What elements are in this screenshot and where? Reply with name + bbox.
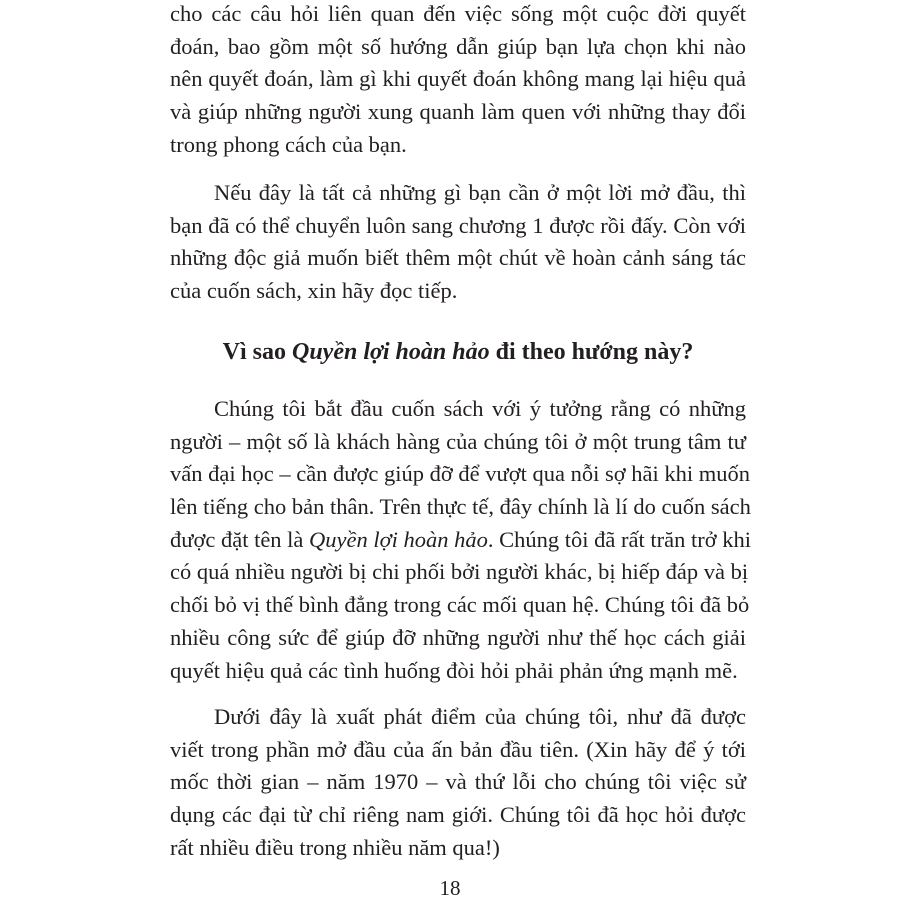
- text-line: mốc thời gian – năm 1970 – và thứ lỗi cho chúng tôi việc sử: [170, 769, 746, 795]
- text-segment: . Chúng tôi đã rất trăn trở khi: [487, 526, 752, 552]
- text-line: nhiều công sức để giúp đỡ những người như thế học cách giải: [170, 624, 746, 650]
- text-line: cho các câu hỏi liên quan đến việc sống một cuộc đời quyết: [170, 1, 746, 26]
- text-line: chối bỏ vị thế bình đẳng trong các mối quan hệ. Chúng tôi đã bỏ: [170, 592, 750, 618]
- paragraph-4: [170, 701, 746, 864]
- text-line: của cuốn sách, xin hãy đọc tiếp.: [170, 278, 458, 304]
- text-line: viết trong phần mở đầu của ấn bản đầu tiên. (Xin hãy để ý tới: [170, 736, 746, 762]
- section-heading: [170, 334, 746, 370]
- paragraph-2: [170, 177, 746, 308]
- text-line: những độc giả muốn biết thêm một chút về hoàn cảnh sáng tác: [170, 245, 746, 271]
- heading-text: Vì sao: [222, 339, 292, 365]
- heading-book-title: Quyền lợi hoàn hảo: [292, 339, 490, 365]
- text-line: người – một số là khách hàng của chúng tôi ở một trung tâm tư: [170, 428, 746, 454]
- text-line: Chúng tôi bắt đầu cuốn sách với ý tưởng rằng có những: [214, 396, 746, 421]
- text-line: vấn đại học – cần được giúp đỡ để vượt qua nỗi sợ hãi khi muốn: [170, 461, 751, 487]
- text-line: rất nhiều điều trong nhiều năm qua!): [170, 834, 500, 860]
- text-line: đoán, bao gồm một số hướng dẫn giúp bạn lựa chọn khi nào: [170, 33, 746, 59]
- page-number: 18: [439, 876, 461, 900]
- text-line: trong phong cách của bạn.: [170, 131, 407, 157]
- text-line: quyết hiệu quả các tình huống đòi hỏi phải phản ứng mạnh mẽ.: [170, 657, 738, 683]
- text-line: có quá nhiều người bị chi phối bởi người khác, bị hiếp đáp và bị: [170, 559, 749, 585]
- text-line: nên quyết đoán, làm gì khi quyết đoán không mang lại hiệu quả: [170, 66, 746, 92]
- text-segment: được đặt tên là: [170, 526, 310, 552]
- paragraph-3: [170, 393, 752, 687]
- text-line: Nếu đây là tất cả những gì bạn cần ở một lời mở đầu, thì: [214, 180, 746, 205]
- text-line: bạn đã có thể chuyển luôn sang chương 1 được rồi đấy. Còn với: [170, 212, 746, 238]
- text-line: dụng các đại từ chỉ riêng nam giới. Chúng tôi đã học hỏi được: [170, 802, 746, 828]
- paragraph-1: [170, 0, 746, 161]
- book-title: Quyền lợi hoàn hảo: [309, 526, 488, 552]
- heading-text: đi theo hướng này?: [489, 339, 694, 365]
- text-line: và giúp những người xung quanh làm quen với những thay đổi: [170, 99, 746, 125]
- text-line: Dưới đây là xuất phát điểm của chúng tôi, như đã được: [214, 704, 746, 729]
- text-line: lên tiếng cho bản thân. Trên thực tế, đây chính là lí do cuốn sách: [170, 494, 751, 520]
- text-line: [170, 524, 752, 557]
